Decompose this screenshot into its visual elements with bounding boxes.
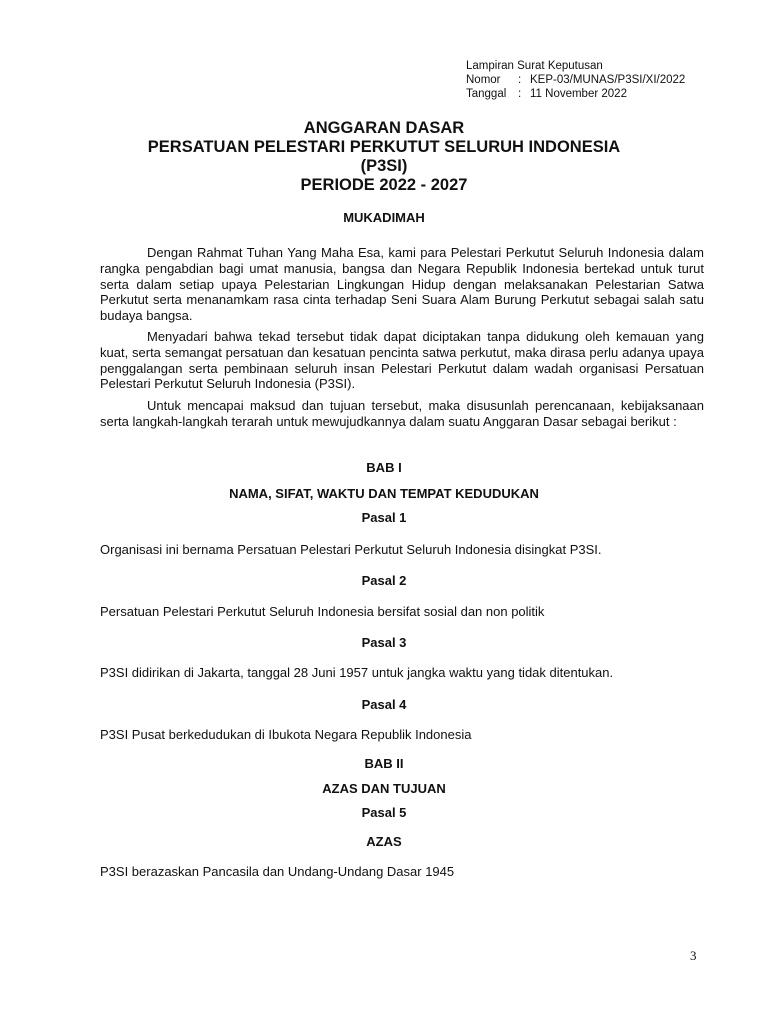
title-line-1: ANGGARAN DASAR <box>303 119 465 137</box>
pasal-3-heading: Pasal 3 <box>361 635 407 650</box>
decree-reference <box>466 59 685 101</box>
pasal-5-heading: Pasal 5 <box>361 805 407 820</box>
pasal-4-text: P3SI Pusat berkedudukan di Ibukota Negara Republik Indonesia <box>100 727 472 742</box>
mukadimah-paragraph-1: Dengan Rahmat Tuhan Yang Maha Esa, kami para Pelestari Perkutut Seluruh Indonesia dalam rangka pengabdian bagi umat manusia, bangsa dan Negara Republik Indonesia bertekad untuk turut serta dalam setiap upaya Pelestarian Lingkungan Hidup dengan melaksanakan Pelestarian Satwa Perkutut serta menanamkam rasa cinta terhadap Seni Suara Alam Burung Perkutut sebagai salah satu budaya bangsa. <box>100 245 704 324</box>
nomor-label: Nomor <box>466 74 501 86</box>
title-line-4: PERIODE 2022 - 2027 <box>300 176 468 194</box>
bab-1-title: NAMA, SIFAT, WAKTU DAN TEMPAT KEDUDUKAN <box>229 486 539 501</box>
reference-tanggal <box>466 87 685 101</box>
bab-2-heading: BAB II <box>364 756 404 771</box>
pasal-4-heading: Pasal 4 <box>361 697 407 712</box>
pasal-3-text: P3SI didirikan di Jakarta, tanggal 28 Juni 1957 untuk jangka waktu yang tidak ditentukan. <box>100 665 614 680</box>
bab-1-heading: BAB I <box>366 460 402 475</box>
pasal-2-text: Persatuan Pelestari Perkutut Seluruh Indonesia bersifat sosial dan non politik <box>100 604 545 619</box>
reference-nomor <box>466 73 685 87</box>
pasal-5-subheading: AZAS <box>366 834 402 849</box>
document-title <box>0 119 768 195</box>
mukadimah-paragraph-2: Menyadari bahwa tekad tersebut tidak dapat diciptakan tanpa didukung oleh kemauan yang kuat, serta semangat persatuan dan kesatuan pencinta satwa perkutut, maka dirasa perlu adanya upaya penggalangan serta pembinaan seluruh insan Pelestari Perkutut dalam wadah organisasi Persatuan Pelestari Perkutut Seluruh Indonesia (P3SI). <box>100 329 704 392</box>
tanggal-separator: : <box>518 88 522 100</box>
pasal-2-heading: Pasal 2 <box>361 573 407 588</box>
mukadimah-heading: MUKADIMAH <box>343 210 425 225</box>
nomor-value: KEP-03/MUNAS/P3SI/XI/2022 <box>530 74 686 86</box>
mukadimah-paragraph-3: Untuk mencapai maksud dan tujuan tersebut, maka disusunlah perencanaan, kebijaksanaan serta langkah-langkah terarah untuk mewujudkannya dalam suatu Anggaran Dasar sebagai berikut : <box>100 398 704 429</box>
pasal-5-text: P3SI berazaskan Pancasila dan Undang-Undang Dasar 1945 <box>100 864 455 879</box>
title-line-2: PERSATUAN PELESTARI PERKUTUT SELURUH INDONESIA <box>147 138 621 156</box>
tanggal-label: Tanggal <box>466 88 507 100</box>
page-number: 3 <box>690 948 697 963</box>
bab-2-title: AZAS DAN TUJUAN <box>322 781 446 796</box>
reference-heading: Lampiran Surat Keputusan <box>466 60 603 72</box>
title-line-3: (P3SI) <box>360 157 408 175</box>
pasal-1-heading: Pasal 1 <box>361 510 407 525</box>
pasal-1-text: Organisasi ini bernama Persatuan Pelestari Perkutut Seluruh Indonesia disingkat P3SI. <box>100 542 602 557</box>
nomor-separator: : <box>518 74 522 86</box>
tanggal-value: 11 November 2022 <box>530 88 627 100</box>
